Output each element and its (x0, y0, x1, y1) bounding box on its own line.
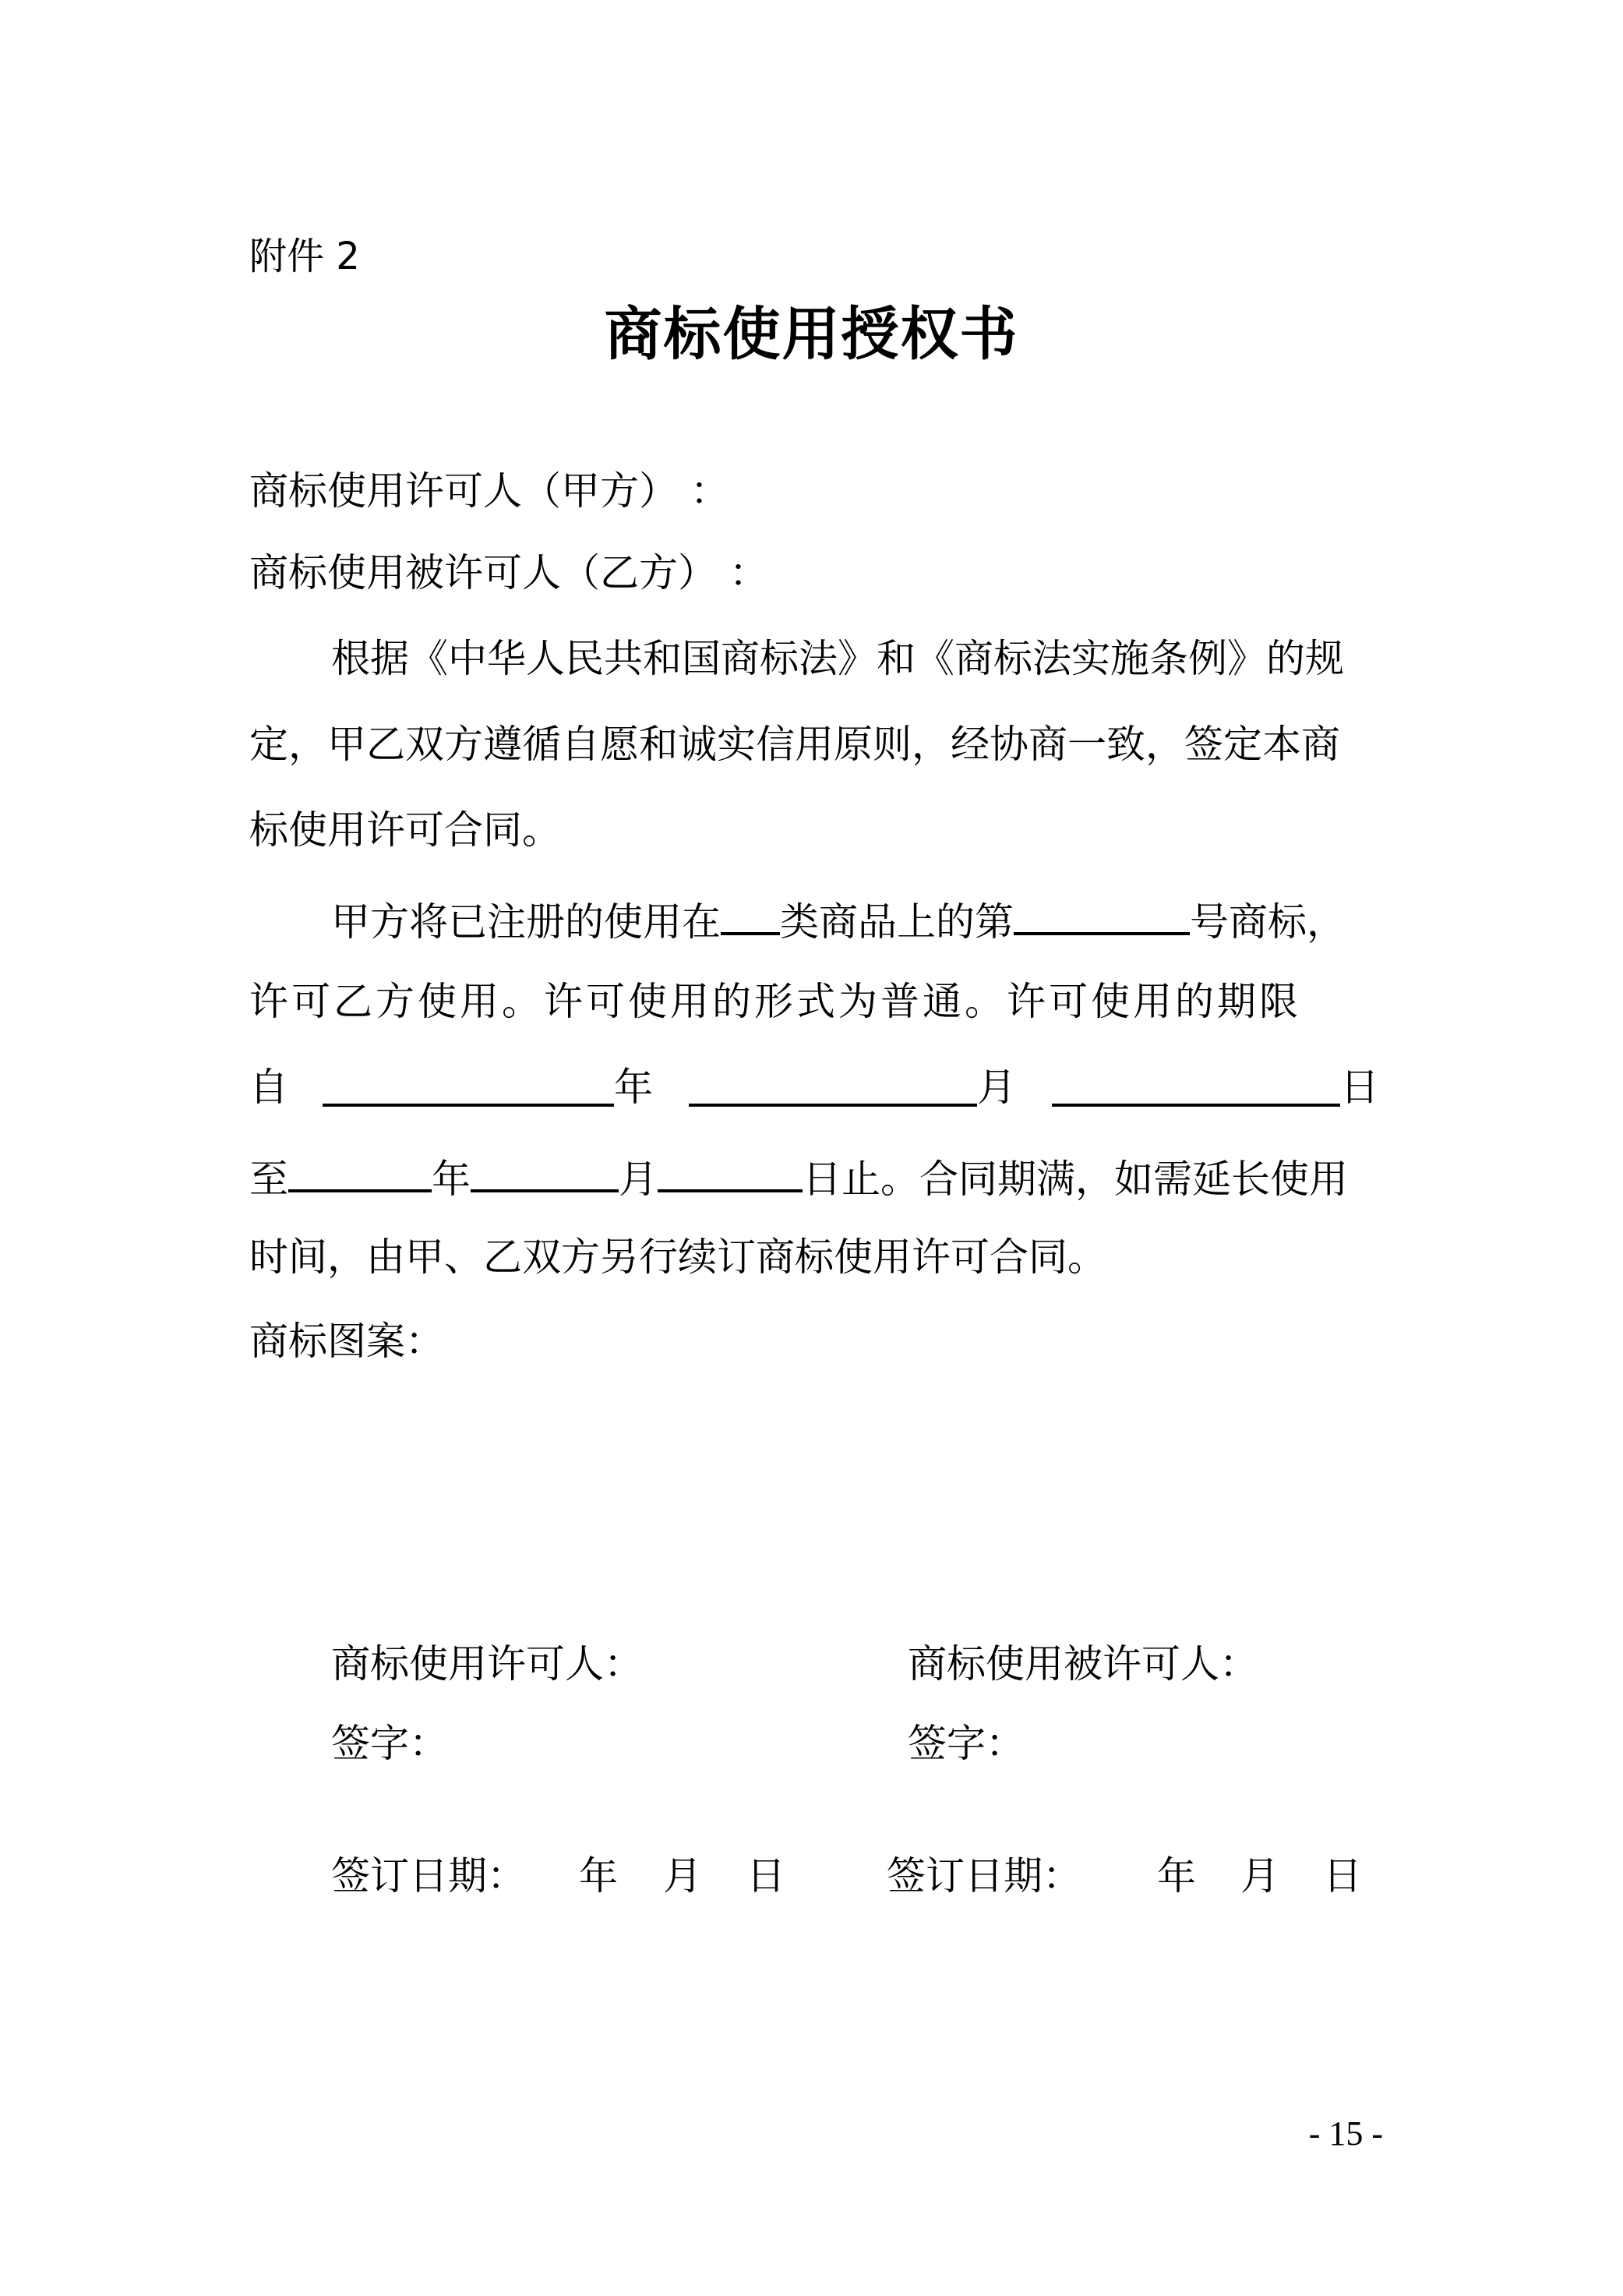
trademark-pattern-label: 商标图案： (249, 1319, 444, 1364)
para2-text-c: 号商标， (1190, 899, 1346, 945)
right-date-month: 月 (1240, 1853, 1279, 1899)
licensee-line: 商标使用被许可人（乙方） ： (249, 550, 768, 595)
right-party-label: 商标使用被许可人： (908, 1641, 1258, 1687)
para2-line1 (331, 896, 1346, 945)
right-date-day: 日 (1323, 1853, 1362, 1899)
end-rest-text: 日止。合同期满，如需延长使用 (803, 1157, 1348, 1202)
trademark-number-blank (1014, 896, 1190, 935)
para2-line5: 时间，由甲、乙双方另行续订商标使用许可合同。 (249, 1235, 1106, 1280)
para1-line2: 定，甲乙双方遵循自愿和诚实信用原则，经协商一致，签定本商 (249, 722, 1340, 767)
left-sign-label: 签字： (331, 1721, 448, 1766)
page-number: - 15 - (1308, 2114, 1383, 2153)
left-party-label: 商标使用许可人： (331, 1641, 643, 1687)
para2-text-b: 类商品上的第 (780, 899, 1014, 945)
attachment-label: 附件 2 (249, 235, 360, 278)
right-date-label: 签订日期： (887, 1853, 1081, 1899)
end-year-blank (288, 1153, 432, 1192)
left-date-label: 签订日期： (331, 1853, 526, 1899)
licensor-line: 商标使用许可人（甲方） ： (249, 468, 729, 514)
from-label: 自 (249, 1065, 288, 1110)
right-date-year: 年 (1157, 1853, 1196, 1899)
start-year-label: 年 (614, 1065, 653, 1110)
para2-line2: 许可乙方使用。许可使用的形式为普通。许可使用的期限 (249, 979, 1301, 1024)
category-blank (721, 896, 780, 935)
end-year-label: 年 (432, 1157, 471, 1202)
end-month-blank (471, 1153, 619, 1192)
left-date-day: 日 (746, 1853, 785, 1899)
start-day-label: 日 (1340, 1065, 1379, 1110)
document-title: 商标使用授权书 (604, 301, 1019, 368)
to-label: 至 (249, 1157, 288, 1202)
start-month-blank (689, 1068, 977, 1107)
start-year-blank (323, 1068, 614, 1107)
end-month-label: 月 (619, 1157, 658, 1202)
para1-line3: 标使用许可合同。 (249, 807, 561, 853)
start-month-label: 月 (977, 1065, 1016, 1110)
end-day-blank (658, 1153, 803, 1192)
para2-line3 (249, 1065, 1379, 1110)
para2-text-a: 甲方将已注册的使用在 (331, 899, 721, 945)
para2-line4 (249, 1153, 1348, 1202)
para1-line1: 根据《中华人民共和国商标法》和《商标法实施条例》的规 (331, 636, 1344, 681)
left-date-month: 月 (663, 1853, 702, 1899)
right-sign-label: 签字： (908, 1721, 1025, 1766)
start-day-blank (1052, 1068, 1340, 1107)
left-date-year: 年 (579, 1853, 618, 1899)
